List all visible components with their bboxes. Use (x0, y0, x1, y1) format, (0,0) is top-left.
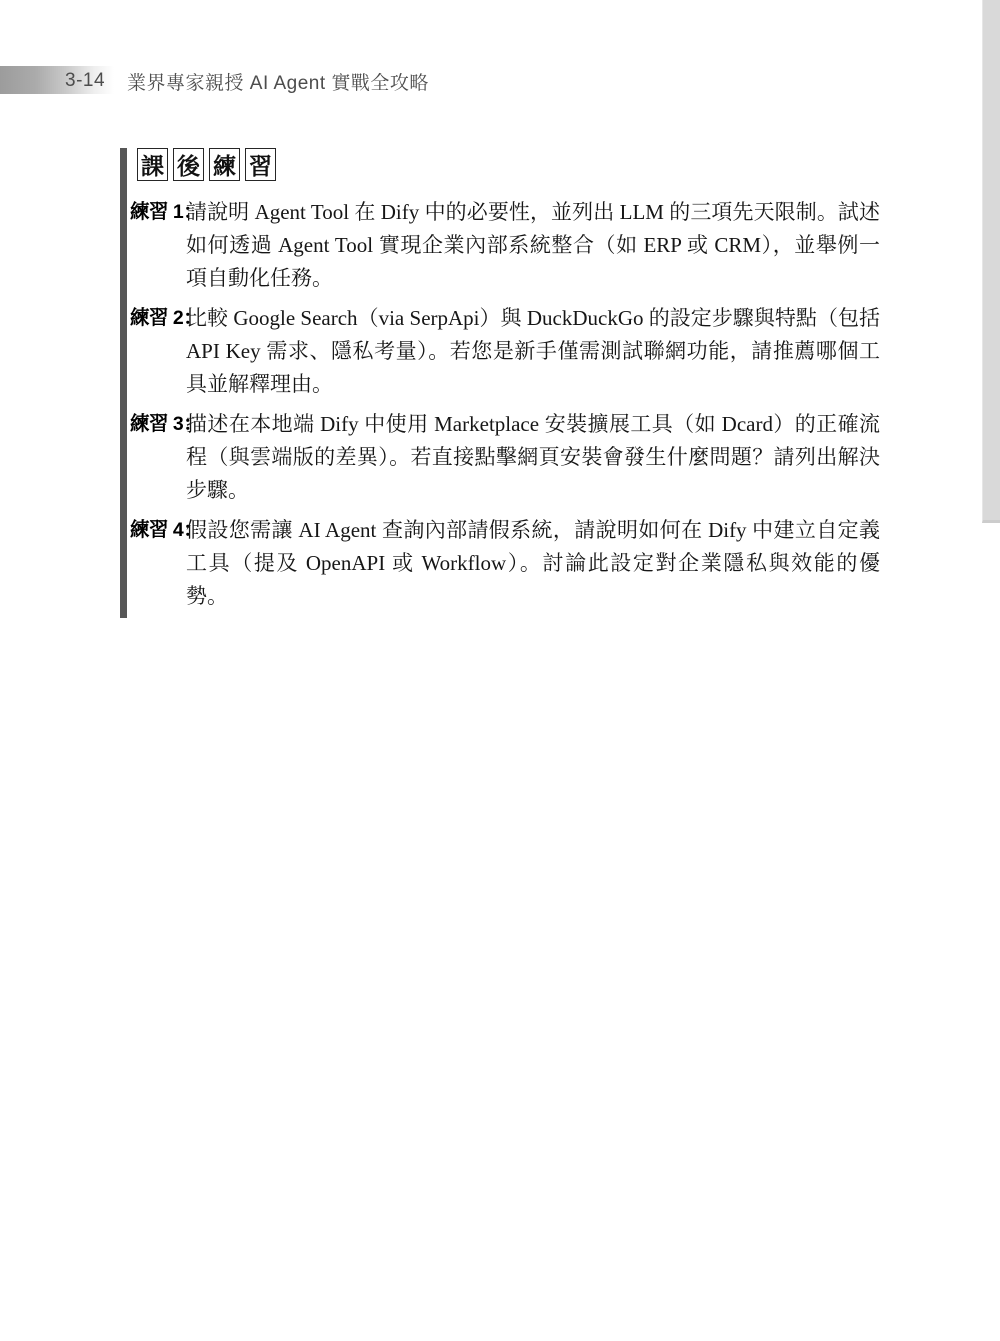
section-title (137, 147, 880, 181)
exercise-list (130, 196, 880, 613)
exercise-label: 練習 1： (130, 201, 203, 223)
exercise-item-3 (130, 408, 880, 507)
page-edge-tab (982, 0, 1000, 523)
exercise-text: 假設您需讓 AI Agent 查詢內部請假系統，請說明如何在 Dify 中建立自定義工具（提及 OpenAPI 或 Workflow）。討論此設定對企業隱私與效能的優勢。 (186, 518, 880, 608)
section-title-char: 後 (173, 148, 204, 181)
exercise-label: 練習 3： (130, 413, 203, 435)
page-number: 3-14 (65, 70, 106, 91)
section-title-char: 課 (137, 148, 168, 181)
exercise-label: 練習 2： (130, 307, 203, 329)
section-title-char: 習 (245, 148, 276, 181)
exercise-text: 描述在本地端 Dify 中使用 Marketplace 安裝擴展工具（如 Dcard）的正確流程（與雲端版的差異）。若直接點擊網頁安裝會發生什麼問題？請列出解決步驟。 (186, 412, 880, 502)
section-left-rule (120, 148, 127, 618)
exercise-section (120, 147, 880, 620)
exercise-label: 練習 4： (130, 519, 203, 541)
book-title: 業界專家親授 AI Agent 實戰全攻略 (127, 72, 429, 94)
exercise-text: 請說明 Agent Tool 在 Dify 中的必要性，並列出 LLM 的三項先天限制。試述如何透過 Agent Tool 實現企業內部系統整合（如 ERP 或 CRM），並舉例一項自動化任務。 (186, 200, 880, 290)
running-header (65, 69, 429, 93)
exercise-item-2 (130, 302, 880, 401)
exercise-item-1 (130, 196, 880, 295)
exercise-item-4 (130, 514, 880, 613)
exercise-text: 比較 Google Search（via SerpApi）與 DuckDuckGo 的設定步驟與特點（包括 API Key 需求、隱私考量）。若您是新手僅需測試聯網功能，請推薦哪個工具並解釋理由。 (186, 306, 880, 396)
section-title-char: 練 (209, 148, 240, 181)
